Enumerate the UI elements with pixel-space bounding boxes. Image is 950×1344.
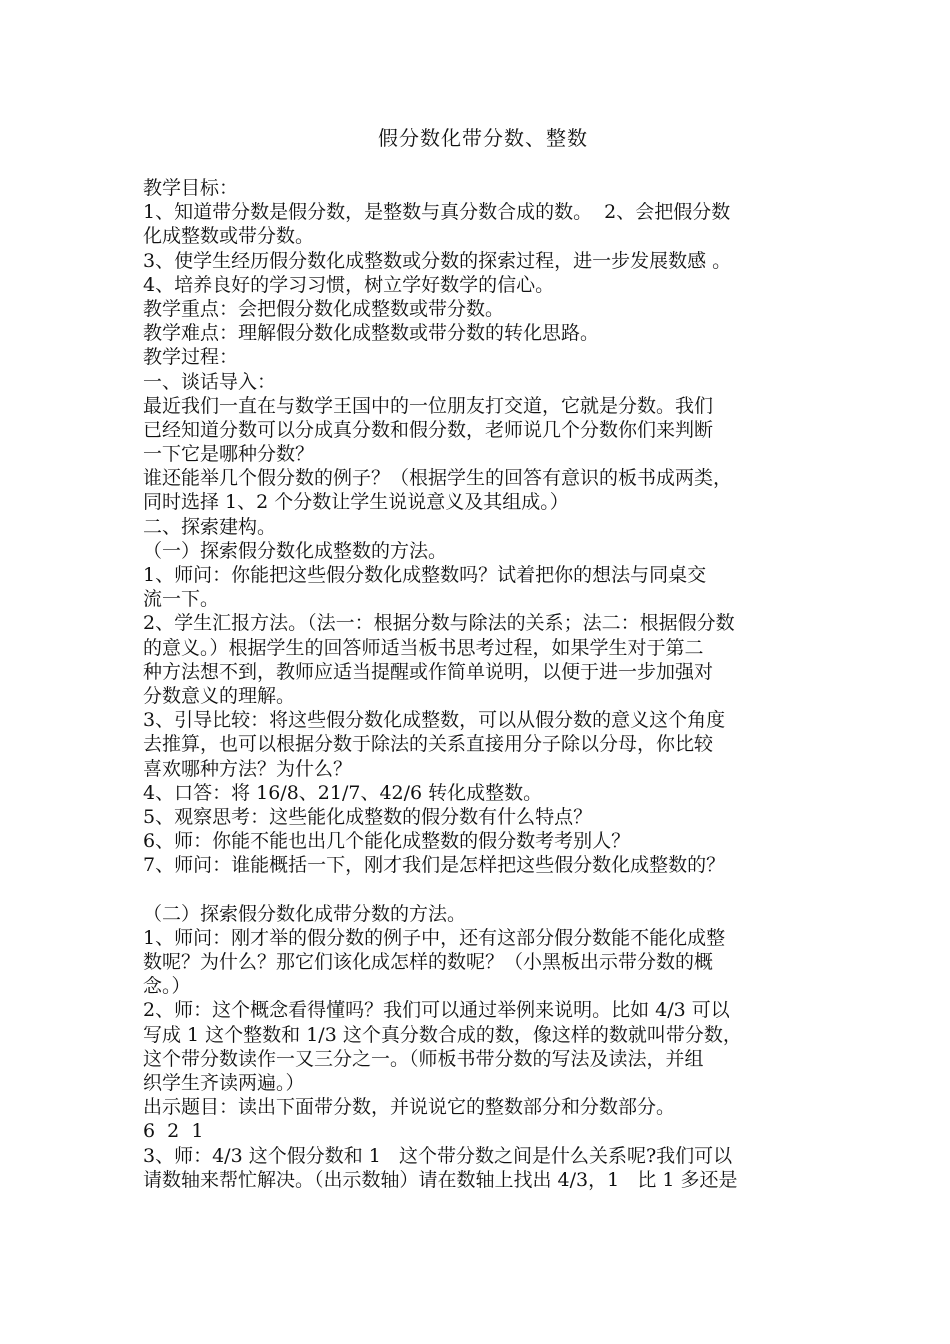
text-line: 二、探索建构。 [143, 515, 277, 538]
text-line: （二）探索假分数化成带分数的方法。 [143, 902, 467, 925]
text-line: 教学难点：理解假分数化成整数或带分数的转化思路。 [143, 322, 600, 345]
text-line: 同时选择 1、2 个分数让学生说说意义及其组成。） [143, 491, 569, 514]
text-line: 分数意义的理解。 [143, 684, 296, 707]
text-line: 教学过程： [143, 346, 239, 369]
text-line: 教学重点：会把假分数化成整数或带分数。 [143, 297, 505, 320]
blank-line [143, 877, 823, 901]
text-line: 喜欢哪种方法？为什么？ [143, 757, 353, 780]
text-line: 1、知道带分数是假分数，是整数与真分数合成的数。 2、会把假分数 [143, 201, 731, 224]
text-line: 化成整数或带分数。 [143, 225, 315, 248]
text-line: 1、师问：你能把这些假分数化成整数吗？试着把你的想法与同桌交 [143, 564, 707, 586]
text-line: 6 2 1 [143, 1120, 204, 1143]
text-line: 织学生齐读两遍。） [143, 1071, 305, 1094]
text-line: 一、谈话导入： [143, 370, 277, 393]
text-line: 1、师问：刚才举的假分数的例子中，还有这部分假分数能不能化成整 [143, 926, 726, 949]
text-line: 去推算，也可以根据分数于除法的关系直接用分子除以分母，你比较 [143, 733, 714, 756]
text-line: 5、观察思考：这些能化成整数的假分数有什么特点？ [143, 805, 593, 828]
text-line: 请数轴来帮忙解决。（出示数轴）请在数轴上找出 4/3，1 比 1 多还是 [143, 1168, 738, 1191]
text-line: 这个带分数读作一又三分之一。（师板书带分数的写法及读法，并组 [143, 1047, 704, 1070]
text-line: 6、师：你能不能也出几个能化成整数的假分数考考别人？ [143, 830, 631, 853]
text-line: 3、使学生经历假分数化成整数或分数的探索过程，进一步发展数感 。 [143, 249, 732, 272]
text-line: 2、师：这个概念看得懂吗？我们可以通过举例来说明。比如 4/3 可以 [143, 999, 730, 1022]
text-line: 写成 1 这个整数和 1/3 这个真分数合成的数，像这样的数就叫带分数， [143, 1023, 742, 1046]
text-line: 种方法想不到，教师应适当提醒或作简单说明，以便于进一步加强对 [143, 660, 714, 683]
text-line: 流一下。 [143, 588, 220, 611]
text-line: 谁还能举几个假分数的例子？（根据学生的回答有意识的板书成两类， [143, 467, 733, 490]
text-line: 一下它是哪种分数？ [143, 443, 315, 466]
text-line: 7、师问：谁能概括一下，刚才我们是怎样把这些假分数化成整数的？ [143, 854, 726, 877]
text-line: 出示题目：读出下面带分数，并说说它的整数部分和分数部分。 [143, 1096, 676, 1119]
text-line: 已经知道分数可以分成真分数和假分数，老师说几个分数你们来判断 [143, 418, 714, 441]
text-line: 2、学生汇报方法。（法一：根据分数与除法的关系；法二：根据假分数 [143, 612, 735, 635]
document-title: 假分数化带分数、整数 [378, 126, 588, 150]
text-line: 4、口答：将 16/8、21/7、42/6 转化成整数。 [143, 781, 543, 804]
document-body [143, 176, 823, 1192]
text-line: （一）探索假分数化成整数的方法。 [143, 539, 448, 562]
text-line: 数呢？为什么？那它们该化成怎样的数呢？（小黑板出示带分数的概 [143, 951, 714, 973]
text-line: 3、师：4/3 这个假分数和 1 这个带分数之间是什么关系呢?我们可以 [143, 1144, 733, 1167]
text-line: 4、培养良好的学习习惯，树立学好数学的信心。 [143, 273, 555, 296]
text-line: 最近我们一直在与数学王国中的一位朋友打交道，它就是分数。我们 [143, 394, 714, 417]
text-line: 的意义。）根据学生的回答师适当板书思考过程，如果学生对于第二 [143, 636, 704, 659]
text-line: 念。） [143, 975, 191, 998]
text-line: 教学目标： [143, 177, 239, 199]
text-line: 3、引导比较：将这些假分数化成整数，可以从假分数的意义这个角度 [143, 709, 726, 732]
